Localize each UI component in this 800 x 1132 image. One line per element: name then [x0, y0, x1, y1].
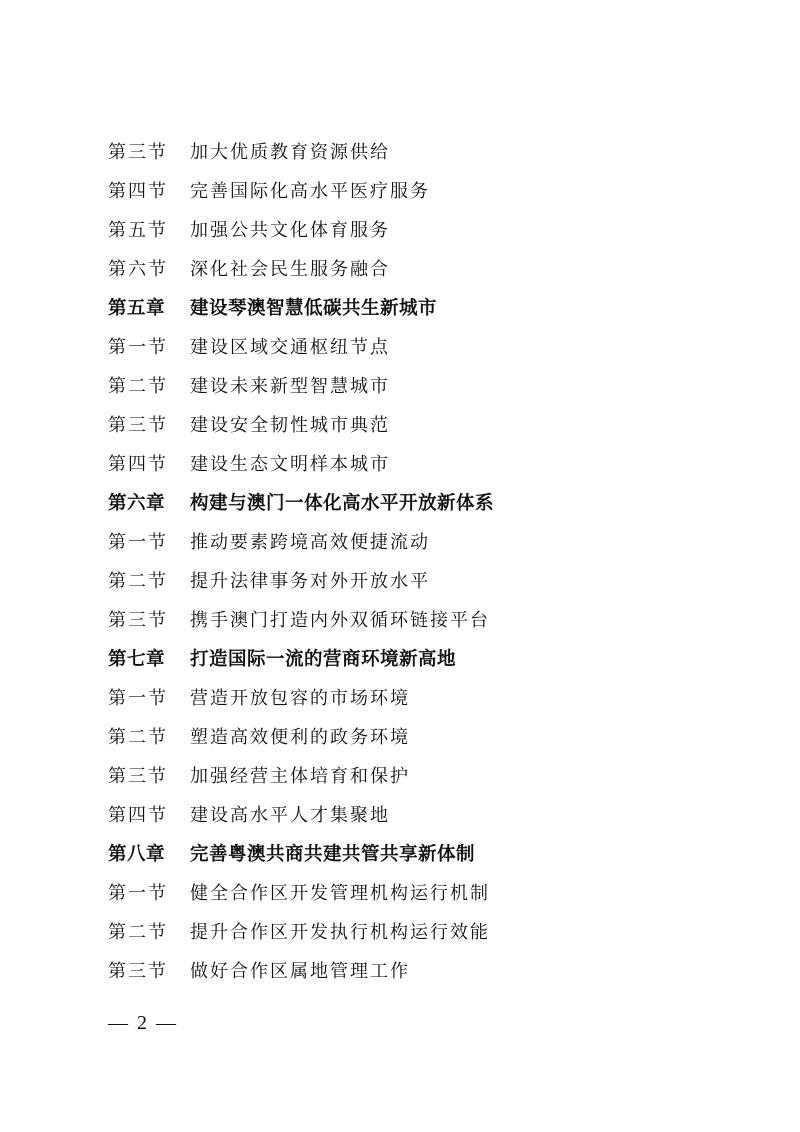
toc-section-entry [108, 601, 494, 640]
toc-section-entry [108, 757, 494, 796]
entry-number: 第三节 [108, 142, 168, 163]
toc-chapter-entry [108, 640, 494, 679]
toc-section-entry [108, 133, 494, 172]
toc-chapter-entry [108, 289, 494, 328]
entry-title: 加强公共文化体育服务 [190, 220, 390, 241]
entry-title: 建设琴澳智慧低碳共生新城市 [190, 298, 438, 319]
entry-number: 第七章 [108, 649, 166, 670]
entry-title: 建设安全韧性城市典范 [190, 415, 390, 436]
entry-title: 推动要素跨境高效便捷流动 [190, 532, 430, 553]
entry-number: 第三节 [108, 415, 168, 436]
toc-section-entry [108, 913, 494, 952]
entry-number: 第五节 [108, 220, 168, 241]
toc-section-entry [108, 718, 494, 757]
entry-title: 提升法律事务对外开放水平 [190, 571, 430, 592]
entry-number: 第二节 [108, 727, 168, 748]
toc-chapter-entry [108, 835, 494, 874]
entry-title: 加大优质教育资源供给 [190, 142, 390, 163]
toc-chapter-entry [108, 484, 494, 523]
entry-number: 第二节 [108, 922, 168, 943]
entry-number: 第一节 [108, 688, 168, 709]
entry-number: 第五章 [108, 298, 166, 319]
toc-section-entry [108, 523, 494, 562]
entry-title: 塑造高效便利的政务环境 [190, 727, 410, 748]
toc-section-entry [108, 562, 494, 601]
entry-title: 营造开放包容的市场环境 [190, 688, 410, 709]
entry-title: 建设未来新型智慧城市 [190, 376, 390, 397]
entry-number: 第三节 [108, 961, 168, 982]
toc-section-entry [108, 406, 494, 445]
entry-title: 加强经营主体培育和保护 [190, 766, 410, 787]
entry-title: 建设生态文明样本城市 [190, 454, 390, 475]
entry-title: 健全合作区开发管理机构运行机制 [190, 883, 490, 904]
entry-number: 第四节 [108, 805, 168, 826]
entry-title: 做好合作区属地管理工作 [190, 961, 410, 982]
entry-title: 构建与澳门一体化高水平开放新体系 [190, 493, 495, 514]
entry-number: 第六节 [108, 259, 168, 280]
toc-section-entry [108, 367, 494, 406]
entry-title: 完善粤澳共商共建共管共享新体制 [190, 844, 476, 865]
entry-number: 第四节 [108, 454, 168, 475]
entry-title: 完善国际化高水平医疗服务 [190, 181, 430, 202]
entry-title: 建设区域交通枢纽节点 [190, 337, 390, 358]
entry-title: 提升合作区开发执行机构运行效能 [190, 922, 490, 943]
toc-section-entry [108, 874, 494, 913]
entry-number: 第三节 [108, 610, 168, 631]
entry-number: 第八章 [108, 844, 166, 865]
table-of-contents [108, 133, 494, 991]
toc-section-entry [108, 796, 494, 835]
toc-section-entry [108, 952, 494, 991]
toc-section-entry [108, 679, 494, 718]
toc-section-entry [108, 328, 494, 367]
entry-title: 打造国际一流的营商环境新高地 [190, 649, 457, 670]
entry-number: 第四节 [108, 181, 168, 202]
entry-number: 第三节 [108, 766, 168, 787]
toc-section-entry [108, 250, 494, 289]
toc-section-entry [108, 211, 494, 250]
entry-number: 第一节 [108, 883, 168, 904]
entry-title: 深化社会民生服务融合 [190, 259, 390, 280]
toc-section-entry [108, 445, 494, 484]
toc-section-entry [108, 172, 494, 211]
entry-title: 建设高水平人才集聚地 [190, 805, 390, 826]
entry-number: 第六章 [108, 493, 166, 514]
entry-title: 携手澳门打造内外双循环链接平台 [190, 610, 490, 631]
entry-number: 第一节 [108, 337, 168, 358]
entry-number: 第二节 [108, 376, 168, 397]
page-number: — 2 — [108, 1012, 178, 1034]
entry-number: 第二节 [108, 571, 168, 592]
entry-number: 第一节 [108, 532, 168, 553]
